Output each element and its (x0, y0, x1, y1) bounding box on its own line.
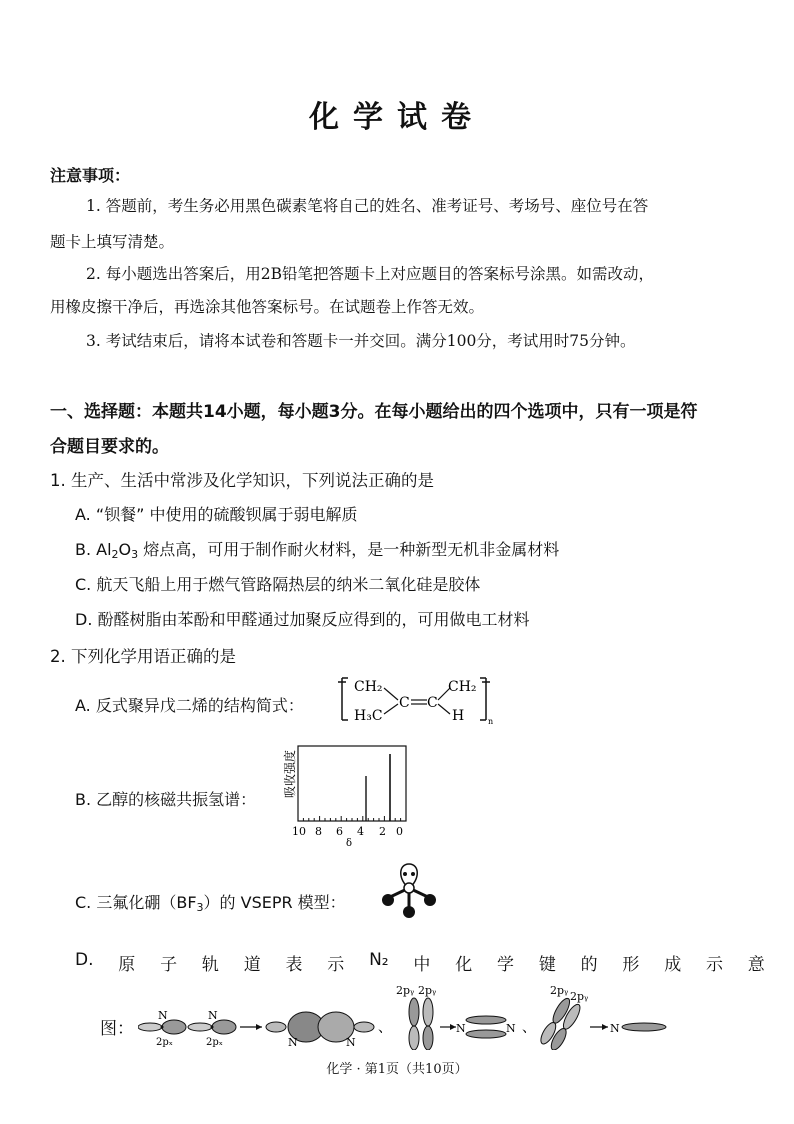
svg-text:N: N (208, 1009, 218, 1022)
nmr-spectrum (280, 740, 410, 850)
svg-text:、: 、 (522, 1020, 536, 1036)
carbon-1-label: C (399, 695, 410, 711)
question-1-option-a: A. “钡餐” 中使用的硫酸钡属于弱电解质 (75, 505, 358, 524)
nmr-tick-0: 0 (396, 825, 403, 838)
question-1-option-d: D. 酚醛树脂由苯酚和甲醛通过加聚反应得到的，可用做电工材料 (75, 610, 530, 629)
question-2-option-c: C. 三氟化硼$(BF_3)$的 VSEPR 模型： (75, 893, 346, 914)
nmr-tick-4: 4 (357, 825, 364, 838)
svg-text:、: 、 (378, 1020, 392, 1036)
question-1-option-b: B. $Al_2O_3$ 熔点高，可用于制作耐火材料，是一种新型无机非金属材料 (75, 540, 560, 561)
n2-orbital-diagram (138, 980, 678, 1050)
ch2-right-label: CH₂ (448, 679, 477, 695)
nmr-tick-8: 8 (315, 825, 322, 838)
question-2-option-d-line-2: 图： (100, 1019, 134, 1039)
notice-item-3: 3. 考试结束后，请将本试卷和答题卡一并交回。满分100分，考试用时75分钟。 (86, 332, 636, 350)
svg-text:N: N (610, 1022, 620, 1035)
h-label: H (452, 708, 465, 724)
h3c-label: H₃C (354, 708, 383, 724)
nmr-tick-6: 6 (336, 825, 343, 838)
svg-text:N: N (506, 1022, 516, 1035)
question-1-option-c: C. 航天飞船上用于燃气管路隔热层的纳米二氧化硅是胶体 (75, 575, 481, 594)
page-title: 化学试卷 (309, 100, 485, 135)
svg-text:N: N (288, 1036, 298, 1049)
nmr-xlabel: δ (346, 838, 353, 849)
bf3-vsepr-model (378, 860, 440, 920)
repeat-n-label: n (488, 717, 494, 726)
svg-text:2pₓ: 2pₓ (206, 1037, 224, 1048)
svg-text:2pᵧ: 2pᵧ (396, 984, 415, 997)
question-2-option-b: B. 乙醇的核磁共振氢谱： (75, 790, 257, 809)
ch2-left-label: CH₂ (354, 679, 383, 695)
notice-item-2-line-1: 2. 每小题选出答案后，用2B铅笔把答题卡上对应题目的答案标号涂黑。如需改动， (86, 265, 654, 283)
svg-text:2pᵧ: 2pᵧ (418, 984, 437, 997)
svg-text:2pᵧ: 2pᵧ (570, 990, 589, 1003)
nmr-tick-10: 10 (292, 825, 306, 838)
polyisoprene-structure (334, 674, 494, 726)
section-1-heading-line-1: 一、选择题：本题共14小题，每小题3分。在每小题给出的四个选项中，只有一项是符 (50, 402, 698, 422)
question-1-stem: 1. 生产、生活中常涉及化学知识，下列说法正确的是 (50, 471, 434, 490)
page-footer: 化学 · 第1页（共10页） (326, 1062, 468, 1077)
question-2-option-d-line-1: D. 原 子 轨 道 表 示 N₂ 中 化 学 键 的 形 成 示 意 (75, 950, 765, 975)
notice-item-1-line-2: 题卡上填写清楚。 (50, 233, 175, 251)
section-1-heading-line-2: 合题目要求的。 (50, 437, 169, 457)
carbon-2-label: C (427, 695, 438, 711)
notice-item-2-line-2: 用橡皮擦干净后，再选涂其他答案标号。在试题卷上作答无效。 (50, 298, 485, 316)
svg-text:N: N (158, 1009, 168, 1022)
question-2-option-a: A. 反式聚异戊二烯的结构简式： (75, 696, 304, 715)
svg-text:N: N (456, 1022, 466, 1035)
notice-item-1-line-1: 1. 答题前，考生务必用黑色碳素笔将自己的姓名、准考证号、考场号、座位号在答 (86, 197, 649, 215)
notice-heading: 注意事项： (50, 166, 131, 185)
svg-text:2pᵧ: 2pᵧ (550, 984, 569, 997)
nmr-ylabel: 吸收强度 (283, 749, 297, 798)
nmr-tick-2: 2 (379, 825, 386, 838)
svg-text:2pₓ: 2pₓ (156, 1037, 174, 1048)
svg-text:N: N (346, 1036, 356, 1049)
question-2-stem: 2. 下列化学用语正确的是 (50, 647, 236, 666)
